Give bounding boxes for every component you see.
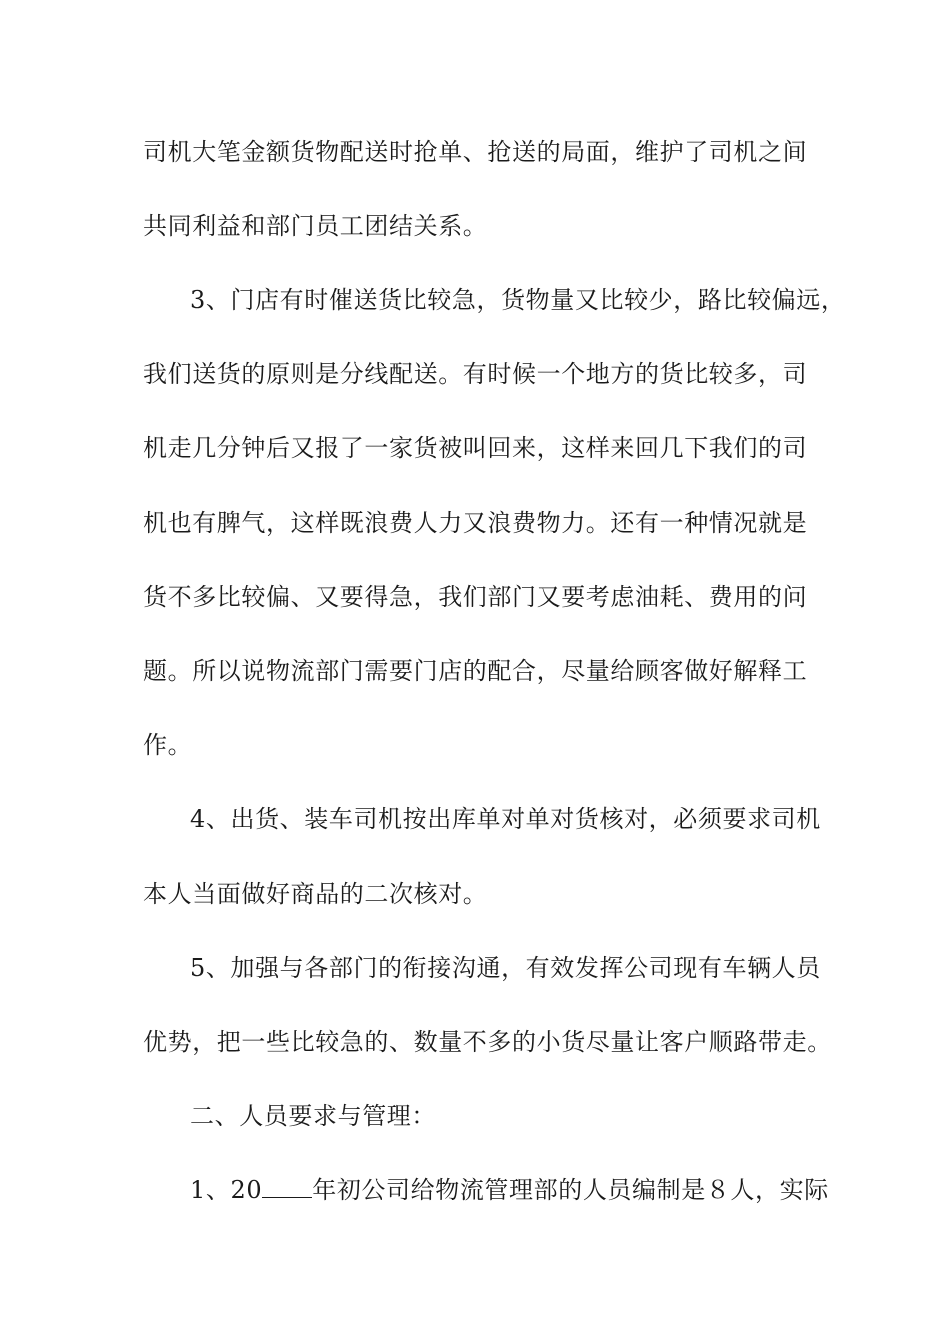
paragraph-line: 货不多比较偏、又要得急，我们部门又要考虑油耗、费用的问 [143, 583, 808, 611]
item-prefix: 1、20 [190, 1176, 263, 1204]
paragraph-line: 题。所以说物流部门需要门店的配合，尽量给顾客做好解释工 [143, 657, 808, 685]
item-text: 年初公司给物流管理部的人员编制是８人，实际 [312, 1176, 829, 1204]
paragraph-line: 3、门店有时催送货比较急，货物量又比较少，路比较偏远， [190, 286, 846, 314]
paragraph-line: 本人当面做好商品的二次核对。 [143, 880, 488, 908]
paragraph-line: 司机大笔金额货物配送时抢单、抢送的局面，维护了司机之间 [143, 138, 808, 166]
paragraph-line: 机走几分钟后又报了一家货被叫回来，这样来回几下我们的司 [143, 434, 808, 462]
section-heading: 二、人员要求与管理： [190, 1102, 436, 1130]
paragraph-line: 优势，把一些比较急的、数量不多的小货尽量让客户顺路带走。 [143, 1028, 832, 1056]
paragraph-line [190, 1175, 829, 1205]
year-blank [262, 1175, 312, 1198]
paragraph-line: 5、加强与各部门的衔接沟通，有效发挥公司现有车辆人员 [190, 954, 821, 982]
paragraph-line: 机也有脾气，这样既浪费人力又浪费物力。还有一种情况就是 [143, 509, 808, 537]
paragraph-line: 4、出货、装车司机按出库单对单对货核对，必须要求司机 [190, 805, 821, 833]
paragraph-line: 共同利益和部门员工团结关系。 [143, 212, 488, 240]
paragraph-line: 作。 [143, 731, 193, 759]
paragraph-line: 我们送货的原则是分线配送。有时候一个地方的货比较多，司 [143, 360, 808, 388]
